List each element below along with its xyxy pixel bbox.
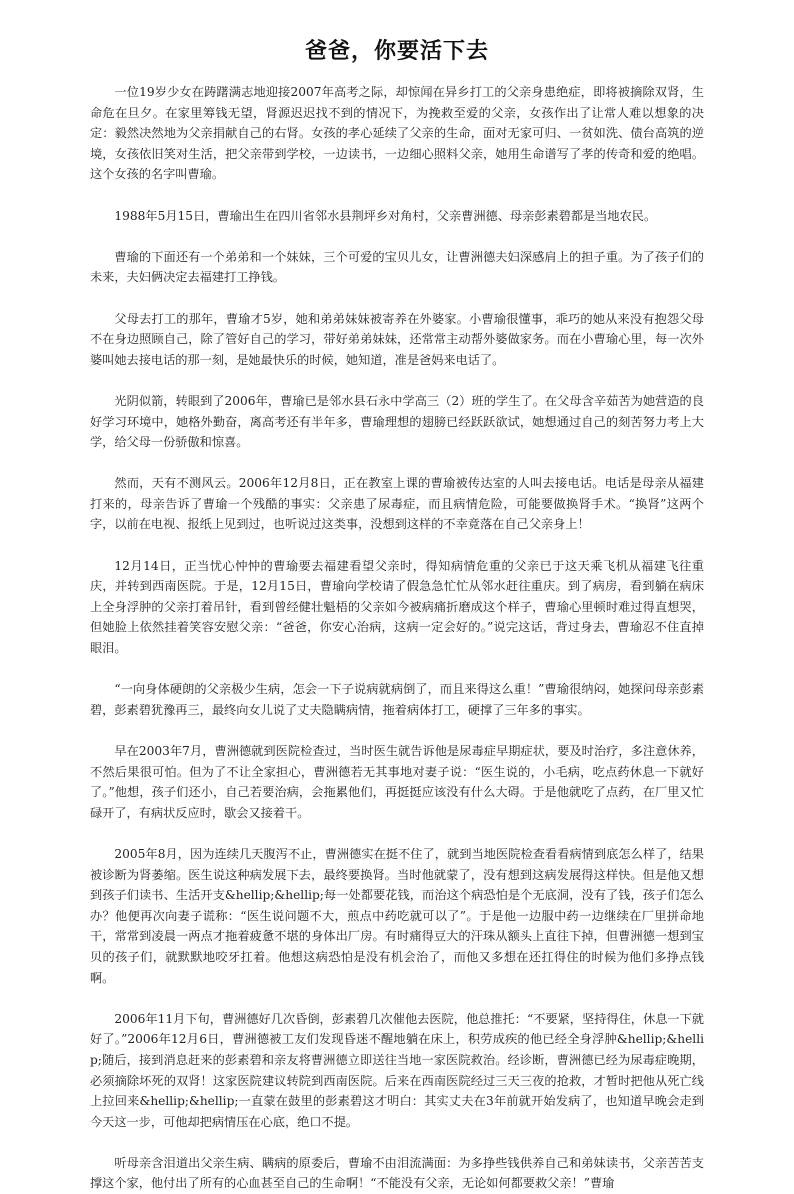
paragraph-11: 2006年11月下旬，曹洲德好几次昏倒，彭素碧几次催他去医院，他总推托：“不要紧，坚持得住，休息一下就好了。”2006年12月6日，曹洲德被工友们发现昏迷不醒地躺在床上，积劳成疾的他已经全身浮肿&hellip;&hellip;随后，接到消息赶来的彭素碧和亲友将曹洲德立即送往当地一家医院救治。经诊断，曹洲德已经为尿毒症晚期，必须摘除坏死的双肾！这家医院建议转院到西南医院。后来在西南医院经过三天三夜的抢救，才暂时把他从死亡线上拉回来&hellip;&hellip;一直蒙在鼓里的彭素碧这才明白：其实丈夫在3年前就开始发病了，也知道早晚会走到今天这一步，可他却把病情压在心底，绝口不提。 bbox=[90, 1011, 704, 1129]
paragraph-9: 早在2003年7月，曹洲德就到医院检查过，当时医生就告诉他是尿毒症早期症状，要及时治疗，多注意休养，不然后果很可怕。但为了不让全家担心，曹洲德若无其事地对妻子说：“医生说的，小毛病，吃点药休息一下就好了。”他想，孩子们还小，自己若要治病，会拖累他们，再挺挺应该没有什么大碍。于是他就吃了点药，在厂里又忙碌开了，有病状反应时，歇会又接着干。 bbox=[90, 744, 704, 820]
paragraph-3: 曹瑜的下面还有一个弟弟和一个妹妹，三个可爱的宝贝儿女，让曹洲德夫妇深感肩上的担子重。为了孩子们的未来，夫妇俩决定去福建打工挣钱。 bbox=[90, 249, 704, 285]
paragraph-4: 父母去打工的那年，曹瑜才5岁，她和弟弟妹妹被寄养在外婆家。小曹瑜很懂事，乖巧的她从来没有抱怨父母不在身边照顾自己，除了管好自己的学习，带好弟弟妹妹，还常常主动帮外婆做家务。而在小曹瑜心里，每一次外婆叫她去接电话的那一刻，是她最快乐的时候，她知道，准是爸妈来电话了。 bbox=[90, 311, 704, 367]
document-title: 爸爸，你要活下去 bbox=[304, 39, 489, 64]
paragraph-1: 一位19岁少女在踌躇满志地迎接2007年高考之际，却惊闻在异乡打工的父亲身患绝症，即将被摘除双肾，生命危在旦夕。在家里筹钱无望，肾源迟迟找不到的情况下，为挽救至爱的父亲，女孩作出了让常人难以想象的决定：毅然决然地为父亲捐献自己的右肾。女孩的孝心延续了父亲的生命，面对无家可归、一贫如洗、债台高筑的逆境，女孩依旧笑对生活，把父亲带到学校，一边读书，一边细心照料父亲，她用生命谱写了孝的传奇和爱的绝唱。这个女孩的名字叫曹瑜。 bbox=[90, 85, 704, 182]
paragraph-6: 然而，天有不测风云。2006年12月8日，正在教室上课的曹瑜被传达室的人叫去接电话。电话是母亲从福建打来的，母亲告诉了曹瑜一个残酷的事实：父亲患了尿毒症，而且病情危险，可能要做换肾手术。“换肾”这两个字，以前在电视、报纸上见到过，也听说过这类事，没想到这样的不幸竟落在自己父亲身上！ bbox=[90, 476, 704, 532]
paragraph-8: “一向身体硬朗的父亲极少生病，怎会一下子说病就病倒了，而且来得这么重！”曹瑜很纳闷，她探问母亲彭素碧，彭素碧犹豫再三，最终向女儿说了丈夫隐瞒病情，拖着病体打工，硬撑了三年多的事实。 bbox=[90, 682, 704, 717]
paragraph-5: 光阴似箭，转眼到了2006年，曹瑜已是邻水县石永中学高三（2）班的学生了。在父母含辛茹苦为她营造的良好学习环境中，她格外勤奋，离高考还有半年多，曹瑜理想的翅膀已经跃跃欲试，她想通过自己的刻苦努力考上大学，给父母一份骄傲和惊喜。 bbox=[90, 393, 704, 450]
paragraph-10: 2005年8月，因为连续几天腹泻不止，曹洲德实在挺不住了，就到当地医院检查看看病情到底怎么样了，结果被诊断为肾萎缩。医生说这种病发展下去，最终要换肾。当时他就蒙了，没有想到这病发展得这样快。但是他又想到孩子们读书、生活开支&hellip;&hellip;每一处都要花钱，而治这个病恐怕是个无底洞，没有了钱，孩子们怎么办？他便再次向妻子谎称：“医生说问题不大，煎点中药吃就可以了”。于是他一边服中药一边继续在厂里拼命地干，常常到凌晨一两点才拖着疲惫不堪的身体出厂房。有时痛得豆大的汗珠从额头上直往下掉，但曹洲德一想到宝贝的孩子们，就默默地咬牙扛着。他想这病恐怕是没有机会治了，而他又多想在还扛得住的时候为他们多挣点钱啊。 bbox=[90, 846, 704, 985]
paragraph-12: 听母亲含泪道出父亲生病、瞒病的原委后，曹瑜不由泪流满面：为多挣些钱供养自己和弟妹读书，父亲苦苦支撑这个家，他付出了所有的心血甚至自己的生命啊！“不能没有父亲，无论如何都要救父亲！”曹瑜 bbox=[90, 1155, 704, 1191]
paragraph-7: 12月14日，正当忧心忡忡的曹瑜要去福建看望父亲时，得知病情危重的父亲已于这天乘飞机从福建飞往重庆，并转到西南医院。于是，12月15日，曹瑜向学校请了假急急忙忙从邻水赶往重庆。到了病房，看到躺在病床上全身浮肿的父亲打着吊针，看到曾经健壮魁梧的父亲如今被病痛折磨成这个样子，曹瑜心里顿时难过得直想哭，但她脸上依然挂着笑容安慰父亲：“爸爸，你安心治病，这病一定会好的。”说完这话，背过身去，曹瑜忍不住直掉眼泪。 bbox=[90, 558, 704, 656]
paragraph-2: 1988年5月15日，曹瑜出生在四川省邻水县荆坪乡对角村，父亲曹洲德、母亲彭素碧都是当地农民。 bbox=[114, 208, 657, 223]
